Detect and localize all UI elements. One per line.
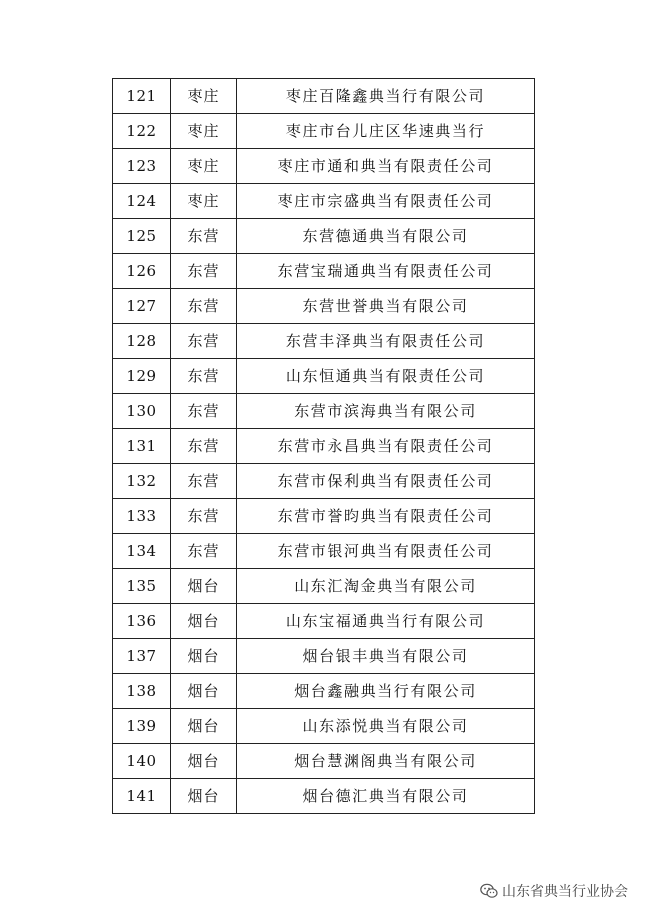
row-number-cell: 139 [113,709,171,744]
city-cell: 枣庄 [171,114,237,149]
company-name-cell: 枣庄市台儿庄区华速典当行 [237,114,535,149]
company-name-cell: 枣庄百隆鑫典当行有限公司 [237,79,535,114]
city-cell: 烟台 [171,744,237,779]
row-number-cell: 137 [113,639,171,674]
table-row [113,744,535,779]
row-number-cell: 126 [113,254,171,289]
company-name-cell: 东营市银河典当有限责任公司 [237,534,535,569]
table-row [113,254,535,289]
row-number-cell: 131 [113,429,171,464]
wechat-watermark [480,881,628,901]
row-number-cell: 130 [113,394,171,429]
company-name-cell: 烟台鑫融典当行有限公司 [237,674,535,709]
row-number-cell: 122 [113,114,171,149]
city-cell: 烟台 [171,639,237,674]
row-number-cell: 124 [113,184,171,219]
company-name-cell: 山东汇淘金典当有限公司 [237,569,535,604]
city-cell: 东营 [171,499,237,534]
city-cell: 东营 [171,394,237,429]
table-row [113,359,535,394]
company-name-cell: 山东恒通典当有限责任公司 [237,359,535,394]
company-name-cell: 东营德通典当有限公司 [237,219,535,254]
table-row [113,184,535,219]
row-number-cell: 135 [113,569,171,604]
table-row [113,464,535,499]
table-row [113,534,535,569]
company-name-cell: 烟台慧渊阁典当有限公司 [237,744,535,779]
company-name-cell: 山东添悦典当有限公司 [237,709,535,744]
table-row [113,639,535,674]
table-row [113,709,535,744]
table-row [113,779,535,814]
company-name-cell: 东营丰泽典当有限责任公司 [237,324,535,359]
row-number-cell: 138 [113,674,171,709]
registry-table-body [113,79,535,814]
pawnshop-registry-table [112,78,535,814]
company-name-cell: 烟台德汇典当有限公司 [237,779,535,814]
city-cell: 东营 [171,464,237,499]
city-cell: 烟台 [171,709,237,744]
table-row [113,674,535,709]
company-name-cell: 烟台银丰典当有限公司 [237,639,535,674]
city-cell: 烟台 [171,779,237,814]
city-cell: 枣庄 [171,149,237,184]
row-number-cell: 134 [113,534,171,569]
row-number-cell: 123 [113,149,171,184]
city-cell: 烟台 [171,604,237,639]
row-number-cell: 141 [113,779,171,814]
company-name-cell: 东营市滨海典当有限公司 [237,394,535,429]
table-row [113,394,535,429]
table-row [113,324,535,359]
row-number-cell: 133 [113,499,171,534]
row-number-cell: 140 [113,744,171,779]
city-cell: 东营 [171,289,237,324]
city-cell: 东营 [171,534,237,569]
watermark-text: 山东省典当行业协会 [502,884,628,900]
company-name-cell: 东营市保利典当有限责任公司 [237,464,535,499]
city-cell: 东营 [171,359,237,394]
city-cell: 东营 [171,254,237,289]
company-name-cell: 东营世誉典当有限公司 [237,289,535,324]
company-name-cell: 枣庄市宗盛典当有限责任公司 [237,184,535,219]
row-number-cell: 132 [113,464,171,499]
table-row [113,219,535,254]
city-cell: 枣庄 [171,79,237,114]
company-name-cell: 枣庄市通和典当有限责任公司 [237,149,535,184]
company-name-cell: 东营市永昌典当有限责任公司 [237,429,535,464]
table-row [113,79,535,114]
row-number-cell: 136 [113,604,171,639]
city-cell: 东营 [171,429,237,464]
row-number-cell: 128 [113,324,171,359]
company-name-cell: 东营市誉昀典当有限责任公司 [237,499,535,534]
company-name-cell: 山东宝福通典当行有限公司 [237,604,535,639]
table-row [113,429,535,464]
city-cell: 烟台 [171,674,237,709]
table-row [113,499,535,534]
city-cell: 枣庄 [171,184,237,219]
company-name-cell: 东营宝瑞通典当有限责任公司 [237,254,535,289]
row-number-cell: 121 [113,79,171,114]
table-row [113,289,535,324]
row-number-cell: 127 [113,289,171,324]
table-row [113,114,535,149]
wechat-icon [480,883,498,899]
city-cell: 烟台 [171,569,237,604]
row-number-cell: 129 [113,359,171,394]
table-row [113,149,535,184]
table-row [113,604,535,639]
city-cell: 东营 [171,324,237,359]
city-cell: 东营 [171,219,237,254]
table-row [113,569,535,604]
row-number-cell: 125 [113,219,171,254]
